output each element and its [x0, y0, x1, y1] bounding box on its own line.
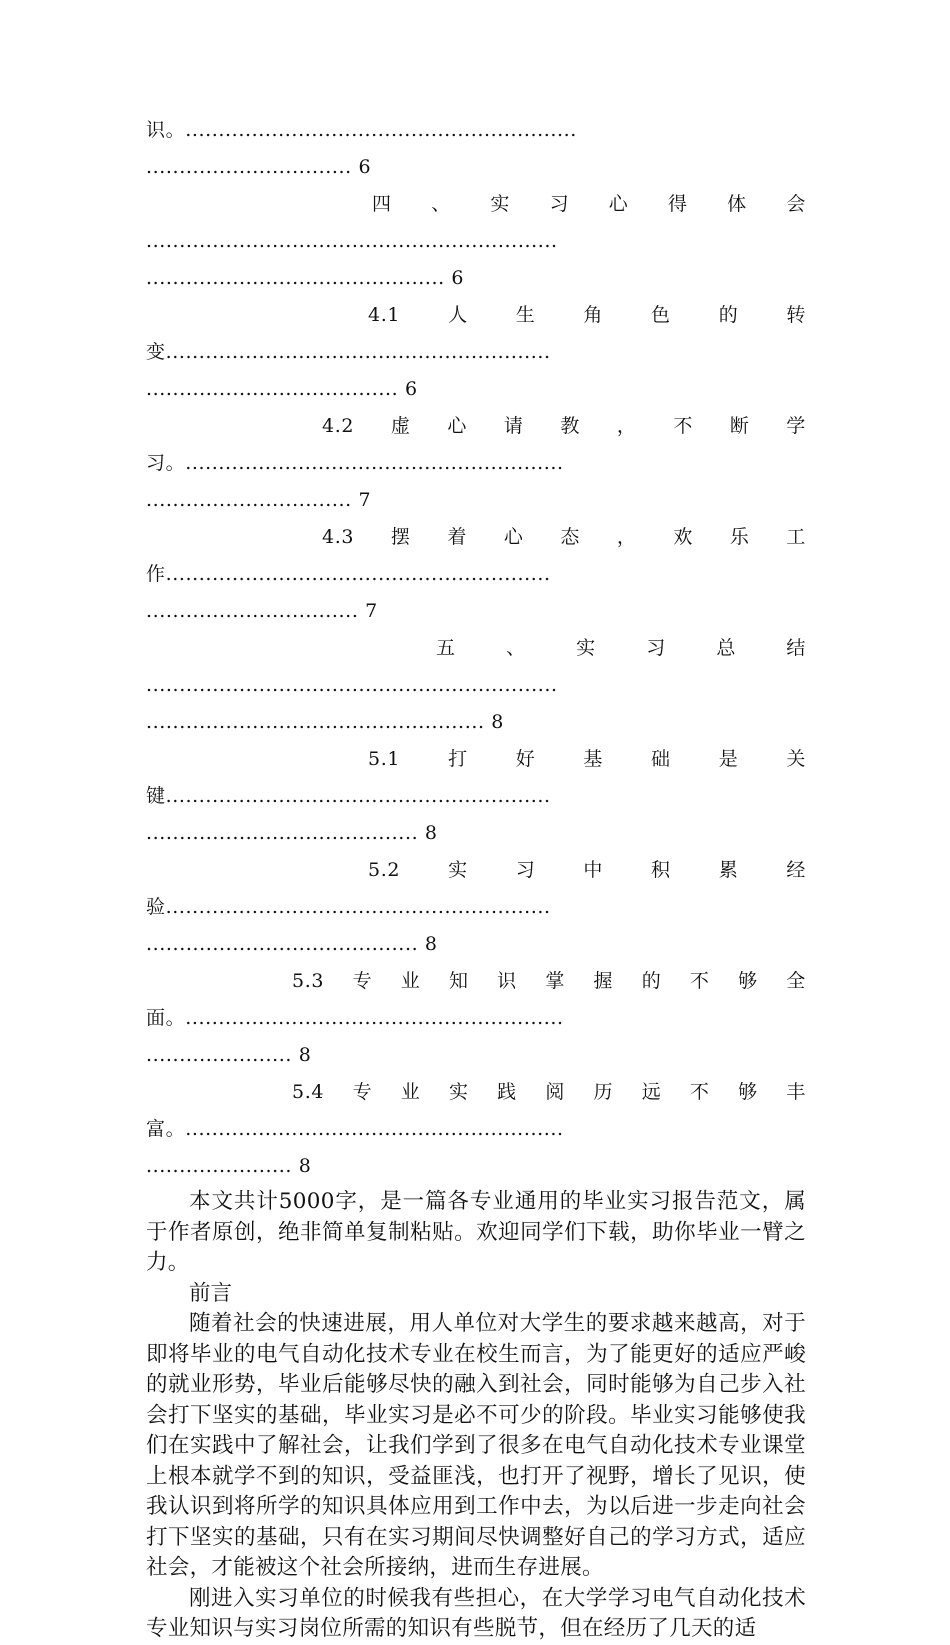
toc-title-glyph: 生: [515, 304, 536, 326]
intro-paragraph: 本文共计5000字，是一篇各专业通用的毕业实习报告范文，属于作者原创，绝非简单复制粘贴。欢迎同学们下载，助你毕业一臂之力。: [146, 1189, 806, 1275]
toc-title-glyph: 的: [641, 970, 662, 992]
toc-entry-page: ......................................... 8: [146, 933, 438, 955]
section-heading: 前言: [189, 1280, 233, 1306]
toc-entry-page: ......................................... 8: [146, 822, 438, 844]
toc-title-glyph: 丰: [786, 1081, 806, 1103]
toc-title-glyph: 习: [515, 859, 536, 881]
toc-title-glyph: 、: [506, 637, 526, 659]
toc-title-glyph: 历: [593, 1081, 614, 1103]
toc-title-glyph: 实: [448, 859, 468, 881]
toc-title-glyph: 4.2: [322, 415, 355, 437]
toc-title-glyph: 心: [503, 526, 524, 548]
toc-title-glyph: 关: [786, 748, 806, 770]
toc-title-glyph: 不: [689, 970, 710, 992]
toc-title-glyph: 远: [641, 1081, 662, 1103]
toc-title-glyph: 是: [718, 748, 739, 770]
toc-title-glyph: 工: [786, 526, 806, 548]
toc-entry: [146, 963, 806, 1074]
toc-entry-title: [146, 852, 806, 889]
toc-title-glyph: 好: [515, 748, 536, 770]
toc-title-glyph: 够: [738, 1081, 758, 1103]
toc-entry-title: [146, 186, 806, 223]
table-of-contents: [146, 112, 806, 1185]
toc-title-glyph: 实: [576, 637, 596, 659]
toc-entry: [146, 741, 806, 852]
toc-entry-page: ............................................. 6: [146, 267, 465, 289]
toc-title-glyph: 色: [651, 304, 671, 326]
toc-entry-title: [146, 963, 806, 1000]
toc-title-glyph: 5.2: [368, 859, 401, 881]
toc-entry-leader: 验..........................................................: [146, 896, 551, 918]
toc-title-glyph: 专: [352, 970, 373, 992]
toc-title-glyph: 摆: [390, 526, 411, 548]
toc-title-glyph: 识: [497, 970, 517, 992]
toc-title-glyph: 中: [583, 859, 603, 881]
toc-entry-title: [146, 297, 806, 334]
toc-entry-leader: 键..........................................................: [146, 785, 551, 807]
toc-entry: [146, 297, 806, 408]
toc-entry-title: [146, 630, 806, 667]
toc-title-glyph: 阅: [545, 1081, 565, 1103]
toc-title-glyph: 不: [673, 415, 693, 437]
toc-title-glyph: 握: [593, 970, 614, 992]
toc-title-glyph: 4.3: [322, 526, 355, 548]
toc-title-glyph: 打: [448, 748, 468, 770]
toc-entry: [146, 112, 806, 186]
toc-title-glyph: 习: [646, 637, 666, 659]
toc-title-glyph: 的: [718, 304, 739, 326]
toc-title-glyph: 习: [549, 193, 570, 215]
toc-title-glyph: 业: [400, 970, 421, 992]
toc-entry-page: ................................ 7: [146, 600, 378, 622]
toc-entry-page: ............................... 7: [146, 489, 372, 511]
toc-title-glyph: ，: [616, 415, 637, 437]
toc-entry-leader: 面。.........................................................: [146, 1007, 564, 1029]
toc-title-glyph: 请: [503, 415, 524, 437]
toc-title-glyph: 教: [560, 415, 580, 437]
toc-title-glyph: 转: [786, 304, 806, 326]
toc-title-glyph: 虚: [390, 415, 411, 437]
toc-entry-page: ................................................... 8: [146, 711, 504, 733]
toc-entry-leader: 习。.........................................................: [146, 452, 564, 474]
toc-title-glyph: 五: [436, 637, 456, 659]
toc-entry-leader: 变..........................................................: [146, 341, 551, 363]
toc-title-glyph: 人: [448, 304, 468, 326]
toc-title-glyph: 乐: [729, 526, 750, 548]
toc-title-glyph: 会: [786, 193, 806, 215]
toc-title-glyph: 业: [400, 1081, 421, 1103]
toc-entry-leader: 富。.........................................................: [146, 1118, 564, 1140]
body-paragraph-2: 刚进入实习单位的时候我有些担心，在大学学习电气自动化技术专业知识与实习岗位所需的知识有些脱节，但在经历了几天的适: [146, 1585, 806, 1641]
toc-entry: [146, 1074, 806, 1185]
toc-title-glyph: 够: [738, 970, 758, 992]
toc-title-glyph: 总: [716, 637, 736, 659]
toc-title-glyph: 不: [689, 1081, 710, 1103]
toc-title-glyph: 四: [372, 193, 392, 215]
body-paragraph-1: 随着社会的快速进展，用人单位对大学生的要求越来越高，对于即将毕业的电气自动化技术专业在校生而言，为了能更好的适应严峻的就业形势，毕业后能够尽快的融入到社会，同时能够为自己步入社会打下坚实的基础，毕业实习是必不可少的阶段。毕业实习能够使我们在实践中了解社会，让我们学到了很多在电气自动化技术专业课堂上根本就学不到的知识，受益匪浅，也打开了视野，增长了见识，使我认识到将所学的知识具体应用到工作中去，为以后进一步走向社会打下坚实的基础，只有在实习期间尽快调整好自己的学习方式，适应社会，才能被这个社会所接纳，进而生存进展。: [146, 1311, 806, 1580]
toc-title-glyph: 着: [447, 526, 467, 548]
toc-entry-page: ...................... 8: [146, 1044, 312, 1066]
toc-title-glyph: 角: [583, 304, 603, 326]
toc-title-glyph: 5.4: [292, 1081, 325, 1103]
toc-entry-leader: ..............................................................: [146, 230, 558, 252]
toc-entry: [146, 186, 806, 297]
toc-entry: [146, 852, 806, 963]
toc-title-glyph: 经: [786, 859, 806, 881]
toc-title-glyph: 践: [497, 1081, 517, 1103]
toc-title-glyph: 实: [490, 193, 510, 215]
toc-entry-leader: ..............................................................: [146, 674, 558, 696]
document-page: [146, 112, 806, 1645]
toc-title-glyph: 5.3: [292, 970, 325, 992]
toc-title-glyph: 体: [727, 193, 747, 215]
toc-entry: [146, 630, 806, 741]
toc-title-glyph: 断: [729, 415, 750, 437]
toc-entry-title: [146, 408, 806, 445]
toc-title-glyph: 心: [447, 415, 467, 437]
toc-entry-title: [146, 741, 806, 778]
toc-title-glyph: 结: [786, 637, 806, 659]
toc-title-glyph: 专: [352, 1081, 373, 1103]
toc-entry: [146, 519, 806, 630]
toc-entry-page: ............................... 6: [146, 156, 372, 178]
toc-title-glyph: 欢: [673, 526, 693, 548]
toc-entry-page: ...................................... 6: [146, 378, 418, 400]
toc-title-glyph: 态: [560, 526, 580, 548]
toc-entry-title: [146, 1074, 806, 1111]
toc-title-glyph: 得: [667, 193, 688, 215]
toc-title-glyph: 5.1: [368, 748, 401, 770]
toc-entry-leader: 作..........................................................: [146, 563, 551, 585]
toc-title-glyph: 础: [651, 748, 671, 770]
toc-title-glyph: 掌: [545, 970, 565, 992]
toc-entry-page: ...................... 8: [146, 1155, 312, 1177]
toc-entry-title: 识。...........................................................: [146, 119, 577, 141]
toc-title-glyph: 4.1: [368, 304, 401, 326]
toc-title-glyph: 积: [651, 859, 671, 881]
toc-title-glyph: 累: [718, 859, 739, 881]
toc-title-glyph: 、: [431, 193, 451, 215]
toc-title-glyph: 知: [448, 970, 469, 992]
toc-title-glyph: 学: [786, 415, 806, 437]
toc-entry: [146, 408, 806, 519]
toc-title-glyph: 基: [583, 748, 603, 770]
toc-title-glyph: 实: [448, 1081, 469, 1103]
toc-title-glyph: 心: [608, 193, 629, 215]
toc-entry-title: [146, 519, 806, 556]
toc-title-glyph: 全: [786, 970, 806, 992]
toc-title-glyph: ，: [616, 526, 637, 548]
